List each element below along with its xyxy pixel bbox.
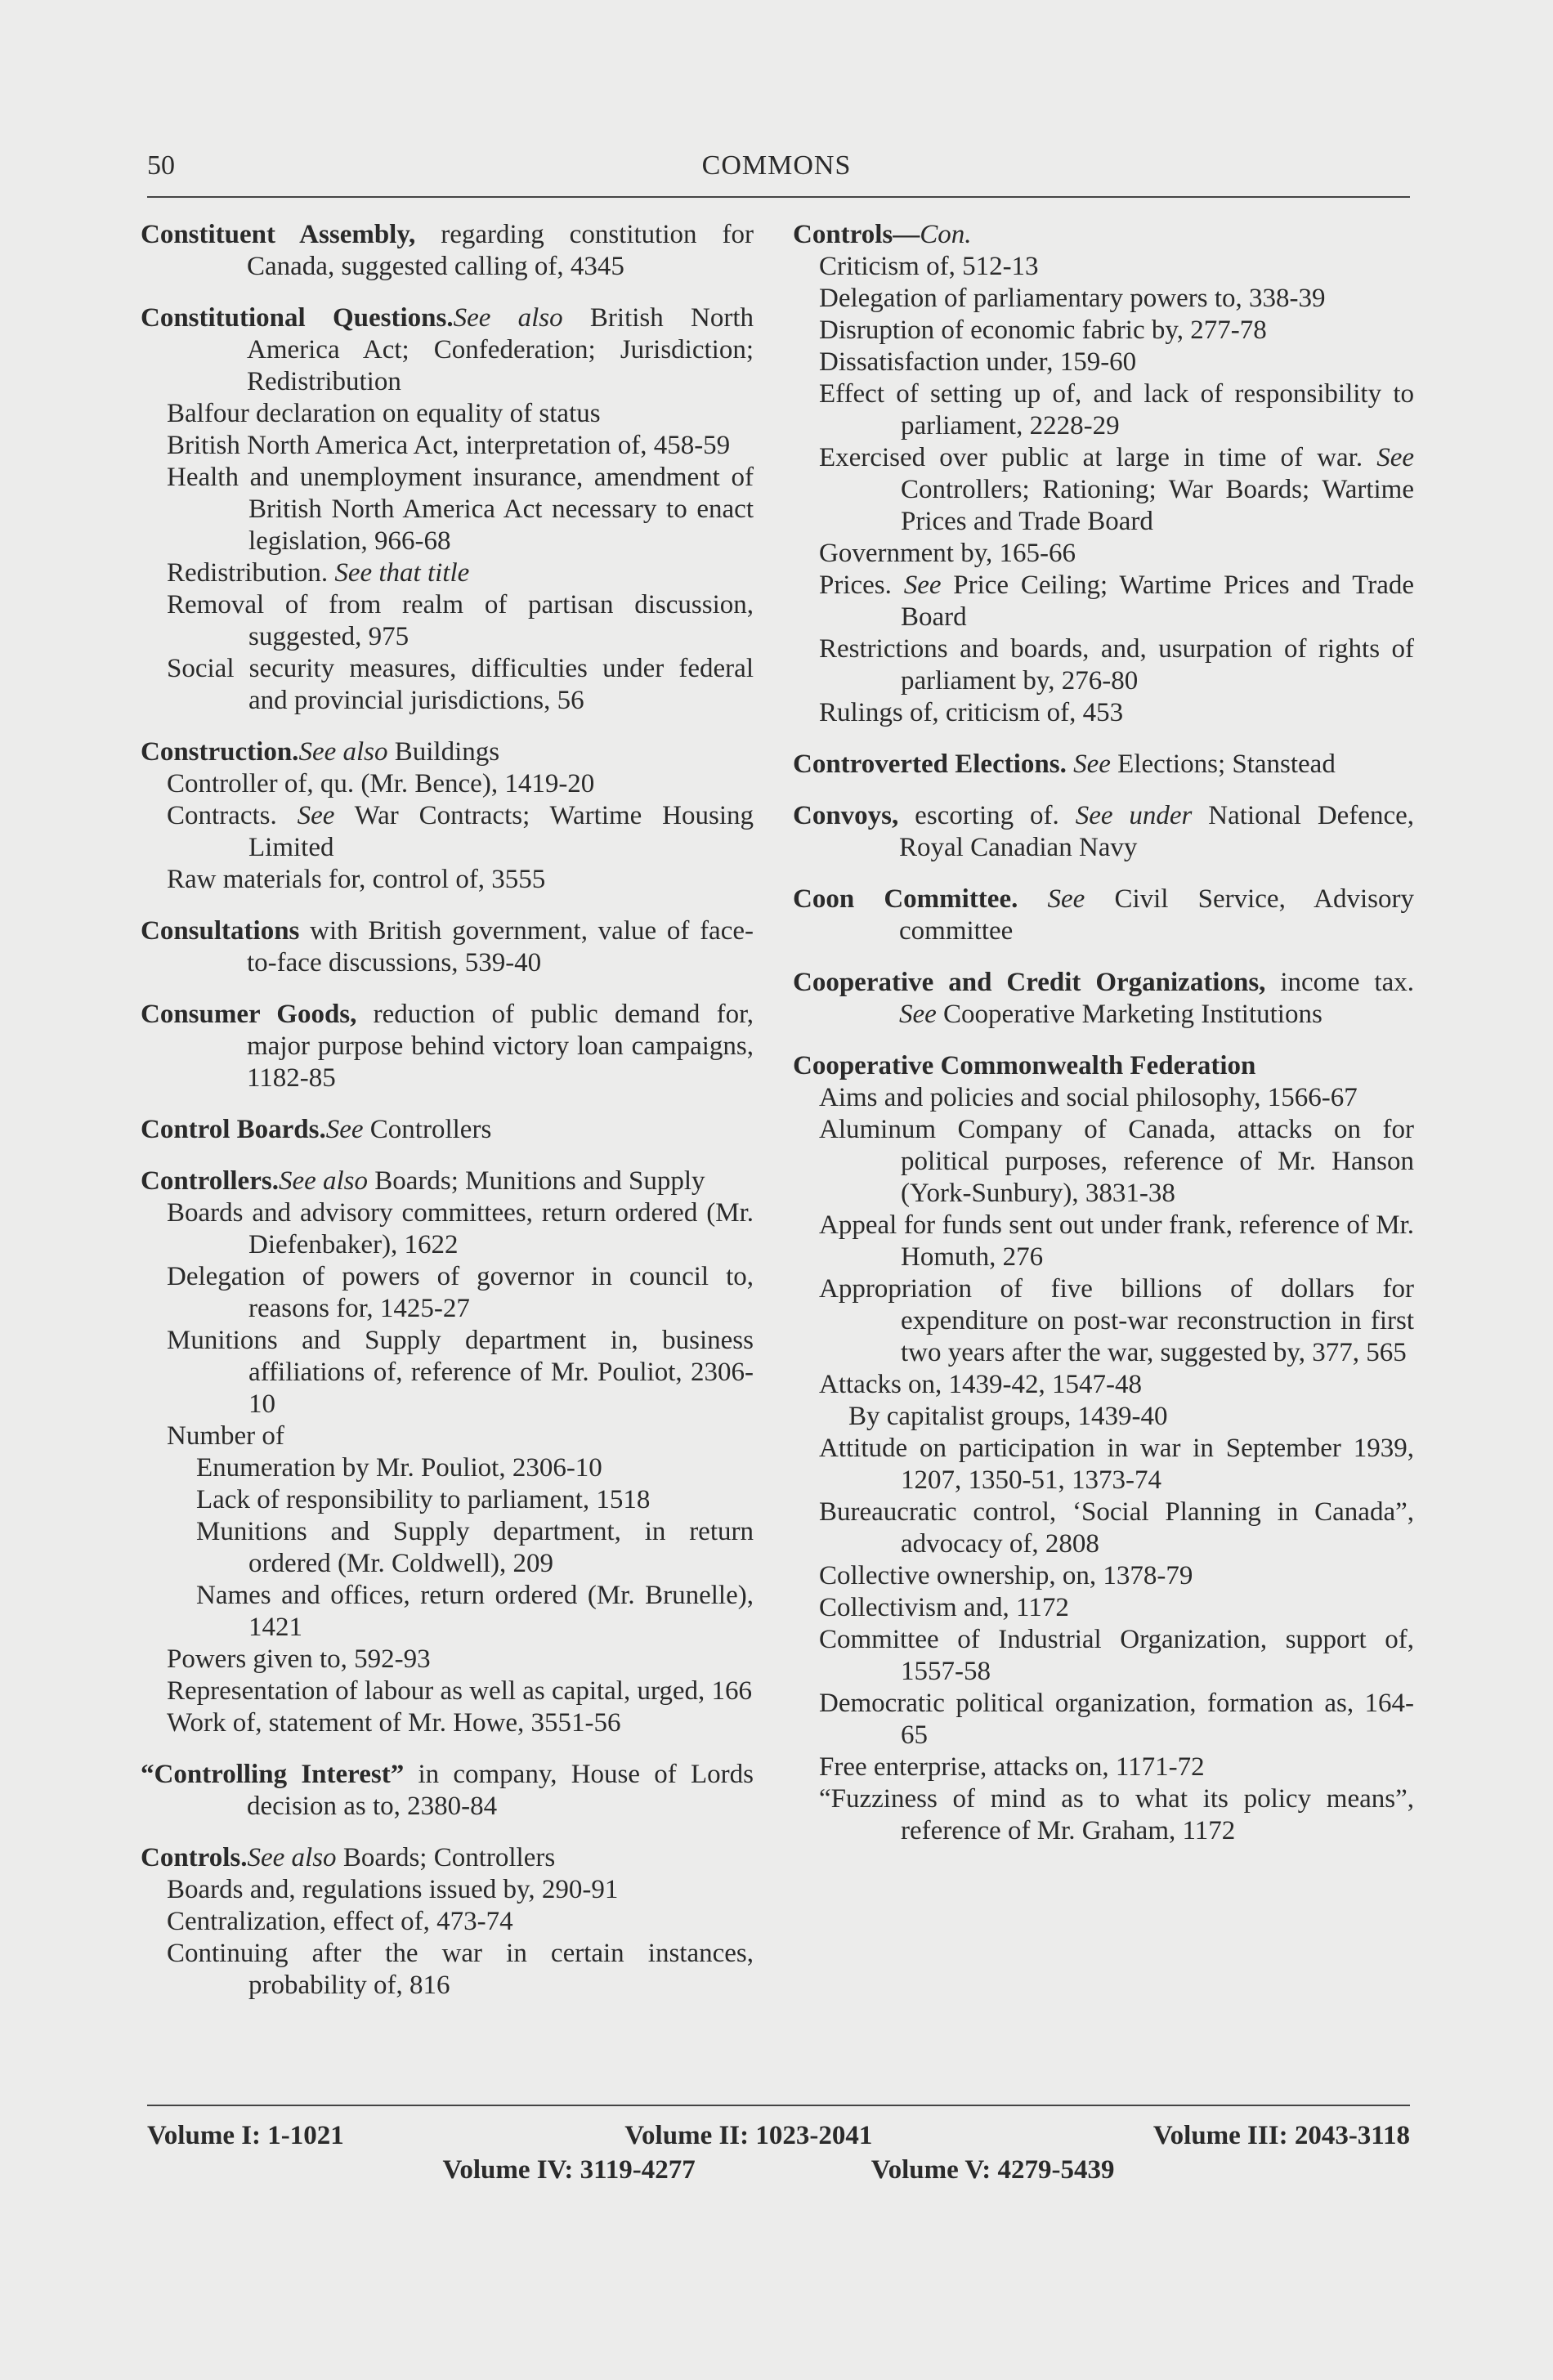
entry-term: “Controlling Interest” <box>141 1760 405 1789</box>
sub-entry <box>167 398 754 430</box>
entry-term: Controls. <box>141 1843 248 1872</box>
sub-entry <box>819 697 1414 729</box>
entry-term: Coon Committee. <box>793 884 1018 914</box>
sub-entry <box>819 1751 1414 1783</box>
sub-entry-text: Free enterprise, attacks on, 1171-72 <box>819 1752 1205 1782</box>
sub-entry-text: Effect of setting up of, and lack of responsibility to parliament, 2228-29 <box>819 379 1414 441</box>
index-entry <box>141 736 754 896</box>
sub-entry <box>167 768 754 800</box>
sub-entry <box>819 633 1414 697</box>
volume-1-range: Volume I: 1-1021 <box>147 2121 344 2150</box>
sub-entry <box>848 1401 1414 1433</box>
sub-entry <box>167 800 754 864</box>
index-entry <box>793 884 1414 947</box>
entry-heading <box>793 749 1414 781</box>
entry-heading <box>793 1050 1414 1082</box>
sub-entry-text: Boards and advisory committees, return ordered (Mr. Diefenbaker), 1622 <box>167 1198 754 1259</box>
sub-entry-text: Democratic political organization, formation as, 164-65 <box>819 1689 1414 1750</box>
sub-entry <box>167 1707 754 1739</box>
sub-entry-text: Delegation of parliamentary powers to, 338-39 <box>819 284 1326 313</box>
sub-entry-text: Bureaucratic control, ‘Social Planning in Canada”, advocacy of, 2808 <box>819 1497 1414 1559</box>
index-entry <box>141 1114 754 1146</box>
sub-entry <box>819 1114 1414 1210</box>
entry-text: regarding constitution for Canada, suggested calling of, 4345 <box>247 220 754 281</box>
cross-reference-label: Con. <box>920 220 972 249</box>
sub-entry-text: “Fuzziness of mind as to what its policy means”, reference of Mr. Graham, 1172 <box>819 1784 1414 1845</box>
entry-term: Consumer Goods, <box>141 1000 357 1029</box>
sub-entry <box>167 1675 754 1707</box>
entry-term: Convoys, <box>793 801 899 830</box>
sub-entry-text: Health and unemployment insurance, amendment of British North America Act necessary to enact legislation, 966-68 <box>167 463 754 556</box>
entry-text <box>1018 884 1047 914</box>
cross-reference-target: British North America Act; Confederation; Jurisdiction; Redistribution <box>247 303 754 396</box>
cross-reference-label: See <box>899 1000 937 1029</box>
entry-heading <box>141 1842 754 1874</box>
entry-term: Consultations <box>141 916 300 946</box>
sub-entry-text: Social security measures, difficulties under federal and provincial jurisdictions, 56 <box>167 654 754 715</box>
sub-entry <box>819 1688 1414 1751</box>
volume-4-range: Volume IV: 3119-4277 <box>442 2155 696 2185</box>
sub-entry-text: Attacks on, 1439-42, 1547-48 <box>819 1370 1143 1399</box>
sub-entry-text: Collectivism and, 1172 <box>819 1593 1069 1622</box>
sub-entry <box>819 1273 1414 1369</box>
cross-reference-target: National Defence, Royal Canadian Navy <box>899 801 1414 862</box>
index-entry <box>793 749 1414 781</box>
footer-rule <box>147 2105 1410 2106</box>
cross-reference-label: See also <box>298 737 388 767</box>
cross-reference-target: Buildings <box>387 737 500 767</box>
cross-reference-label: See <box>1047 884 1085 914</box>
sub-entry-text: Criticism of, 512-13 <box>819 252 1039 281</box>
sub-entry <box>819 378 1414 442</box>
sub-entry <box>196 1484 754 1516</box>
sub-entry-text: Continuing after the war in certain instances, probability of, 816 <box>167 1939 754 2000</box>
sub-entry-text: Controller of, qu. (Mr. Bence), 1419-20 <box>167 769 595 799</box>
sub-entry-text: Munitions and Supply department in, business affiliations of, reference of Mr. Pouliot, 2306-10 <box>167 1326 754 1419</box>
sub-entry-text: Munitions and Supply department, in return ordered (Mr. Coldwell), 209 <box>196 1517 754 1578</box>
sub-entry <box>196 1516 754 1580</box>
entry-term: Construction. <box>141 737 299 767</box>
entry-heading <box>141 1759 754 1823</box>
sub-entry-text: Lack of responsibility to parliament, 1518 <box>196 1485 651 1514</box>
cross-reference-label: See <box>903 570 942 600</box>
entry-term: Cooperative and Credit Organizations, <box>793 968 1266 997</box>
index-entry <box>793 967 1414 1031</box>
sub-entry-text: Aims and policies and social philosophy, 1566-67 <box>819 1083 1358 1112</box>
sub-entry <box>167 557 754 589</box>
sub-entry <box>167 1420 754 1452</box>
sub-entry <box>819 1496 1414 1560</box>
cross-reference-label: See under <box>1075 801 1193 830</box>
entry-heading <box>141 302 754 398</box>
sub-entry <box>819 315 1414 347</box>
sub-entry <box>819 1433 1414 1496</box>
sub-entry <box>819 251 1414 283</box>
entry-heading <box>793 800 1414 864</box>
cross-reference-label: See <box>1376 443 1414 472</box>
sub-entry-text: Restrictions and boards, and, usurpation of rights of parliament by, 276-80 <box>819 634 1414 696</box>
entry-term: Controllers. <box>141 1166 279 1196</box>
entry-text: in company, House of Lords decision as to, 2380-84 <box>247 1760 754 1821</box>
sub-entry-text: Number of <box>167 1421 284 1451</box>
sub-entry-text: Government by, 165-66 <box>819 539 1076 568</box>
sub-entry-text: Exercised over public at large in time of war. <box>819 443 1377 472</box>
sub-entry <box>819 1369 1414 1401</box>
sub-entry-text: Raw materials for, control of, 3555 <box>167 865 546 894</box>
index-entry <box>141 302 754 717</box>
sub-entry-text: Enumeration by Mr. Pouliot, 2306-10 <box>196 1453 602 1483</box>
entry-heading <box>141 736 754 768</box>
sub-entry <box>819 442 1414 538</box>
sub-entry-text: Powers given to, 592-93 <box>167 1644 431 1674</box>
cross-reference-label: See <box>1073 749 1111 779</box>
entry-heading <box>141 915 754 979</box>
cross-reference-target: Civil Service, Advisory committee <box>899 884 1414 946</box>
sub-entry <box>819 570 1414 633</box>
sub-entry-text: British North America Act, interpretation of, 458-59 <box>167 431 731 460</box>
sub-entry-text: By capitalist groups, 1439-40 <box>848 1402 1168 1431</box>
sub-entry-text: Aluminum Company of Canada, attacks on for political purposes, reference of Mr. Hanson (York-Sunbury), 3831-38 <box>819 1115 1414 1208</box>
entry-heading <box>141 1114 754 1146</box>
index-entry <box>141 1165 754 1739</box>
sub-entry-text: Dissatisfaction under, 159-60 <box>819 347 1137 377</box>
entry-term: Controls— <box>793 220 920 249</box>
entry-term: Cooperative Commonwealth Federation <box>793 1051 1256 1080</box>
sub-entry-text: Rulings of, criticism of, 453 <box>819 698 1124 727</box>
sub-entry <box>819 538 1414 570</box>
sub-entry-text: Representation of labour as well as capital, urged, 166 <box>167 1676 753 1706</box>
sub-entry <box>167 1261 754 1325</box>
index-entry <box>141 915 754 979</box>
index-entry <box>141 1842 754 2002</box>
cross-reference-label: See that title <box>334 558 470 588</box>
running-head: COMMONS <box>701 150 852 181</box>
sub-entry <box>167 1197 754 1261</box>
sub-entry-text: Balfour declaration on equality of status <box>167 399 601 428</box>
sub-entry <box>196 1452 754 1484</box>
sub-entry <box>167 430 754 462</box>
sub-entry-text: Removal of from realm of partisan discussion, suggested, 975 <box>167 590 754 651</box>
cross-reference-target: Controllers <box>363 1115 492 1144</box>
entry-heading <box>141 999 754 1094</box>
volume-5-range: Volume V: 4279-5439 <box>870 2155 1115 2185</box>
cross-reference-target: Elections; Stanstead <box>1110 749 1336 779</box>
sub-entry-text: Attitude on participation in war in September 1939, 1207, 1350-51, 1373-74 <box>819 1434 1414 1495</box>
sub-entry-text: Collective ownership, on, 1378-79 <box>819 1561 1193 1590</box>
sub-entry <box>167 653 754 717</box>
header-rule <box>147 196 1410 198</box>
sub-entry-text: Appropriation of five billions of dollars for expenditure on post-war reconstruction in first two years after the war, suggested by, 377, 565 <box>819 1274 1414 1367</box>
sub-entry-text: Contracts. <box>167 801 298 830</box>
entry-text: income tax. <box>1265 968 1414 997</box>
cross-reference-target: Price Ceiling; Wartime Prices and Trade Board <box>901 570 1414 632</box>
sub-entry <box>167 1644 754 1675</box>
index-entry <box>793 1050 1414 1847</box>
entry-text: with British government, value of face-to-face discussions, 539-40 <box>247 916 754 978</box>
sub-entry-text: Delegation of powers of governor in council to, reasons for, 1425-27 <box>167 1262 754 1323</box>
entry-term: Constituent Assembly, <box>141 220 416 249</box>
cross-reference-label: See <box>297 801 335 830</box>
index-entry <box>793 800 1414 864</box>
sub-entry <box>167 1325 754 1420</box>
sub-entry <box>819 1624 1414 1688</box>
sub-entry <box>819 1210 1414 1273</box>
sub-entry <box>167 462 754 557</box>
volume-3-range: Volume III: 2043-3118 <box>1152 2121 1410 2150</box>
sub-entry <box>819 1082 1414 1114</box>
cross-reference-target: Controllers; Rationing; War Boards; Wartime Prices and Trade Board <box>901 475 1414 536</box>
sub-entry-text: Names and offices, return ordered (Mr. Brunelle), 1421 <box>196 1581 754 1642</box>
volume-2-range: Volume II: 1023-2041 <box>624 2121 873 2150</box>
right-column <box>793 219 1414 2091</box>
entry-text: reduction of public demand for, major purpose behind victory loan campaigns, 1182-85 <box>247 1000 754 1093</box>
entry-term: Controverted Elections. <box>793 749 1067 779</box>
sub-entry <box>167 1874 754 1906</box>
sub-entry <box>819 283 1414 315</box>
entry-heading <box>793 219 1414 251</box>
entry-text <box>1067 749 1073 779</box>
sub-entry <box>167 864 754 896</box>
index-entry <box>141 219 754 283</box>
sub-entry-text: Committee of Industrial Organization, support of, 1557-58 <box>819 1625 1414 1686</box>
cross-reference-target: Boards; Controllers <box>336 1843 556 1872</box>
sub-entry-text: Appeal for funds sent out under frank, reference of Mr. Homuth, 276 <box>819 1210 1414 1272</box>
sub-entry <box>167 1938 754 2002</box>
sub-entry-text: Prices. <box>819 570 904 600</box>
sub-entry-text: Centralization, effect of, 473-74 <box>167 1907 513 1936</box>
cross-reference-target: War Contracts; Wartime Housing Limited <box>248 801 754 862</box>
entry-heading <box>141 1165 754 1197</box>
cross-reference-label: See <box>325 1115 364 1144</box>
index-entry <box>141 999 754 1094</box>
sub-entry <box>819 1783 1414 1847</box>
sub-entry <box>167 589 754 653</box>
sub-entry-text: Work of, statement of Mr. Howe, 3551-56 <box>167 1708 621 1738</box>
sub-entry-text: Disruption of economic fabric by, 277-78 <box>819 315 1267 345</box>
index-entry <box>141 1759 754 1823</box>
cross-reference-target: Boards; Munitions and Supply <box>368 1166 705 1196</box>
page-number: 50 <box>147 150 175 181</box>
cross-reference-label: See also <box>278 1166 369 1196</box>
sub-entry-text: Boards and, regulations issued by, 290-91 <box>167 1875 619 1904</box>
sub-entry <box>819 1560 1414 1592</box>
entry-term: Constitutional Questions. <box>141 303 454 333</box>
cross-reference-label: See also <box>453 303 563 333</box>
sub-entry <box>196 1580 754 1644</box>
entry-heading <box>793 884 1414 947</box>
entry-text: escorting of. <box>898 801 1076 830</box>
sub-entry-text: Redistribution. <box>167 558 335 588</box>
entry-term: Control Boards. <box>141 1115 326 1144</box>
sub-entry <box>819 347 1414 378</box>
sub-entry <box>819 1592 1414 1624</box>
left-column <box>141 219 754 2091</box>
sub-entry <box>167 1906 754 1938</box>
cross-reference-label: See also <box>247 1843 337 1872</box>
entry-heading <box>793 967 1414 1031</box>
volume-footer <box>147 2118 1410 2187</box>
cross-reference-target: Cooperative Marketing Institutions <box>936 1000 1323 1029</box>
entry-heading <box>141 219 754 283</box>
index-entry <box>793 219 1414 729</box>
